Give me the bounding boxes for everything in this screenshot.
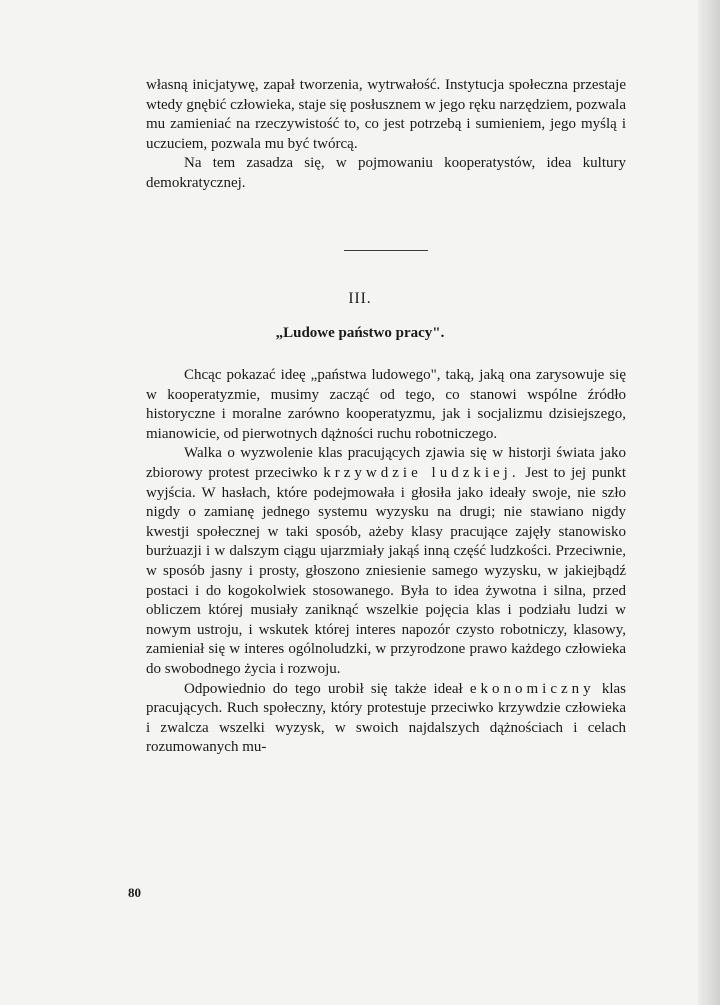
section-number: III.: [348, 290, 372, 307]
body-text: [146, 366, 626, 758]
section-divider: [344, 250, 428, 251]
intro-paragraph-2: Na tem zasadza się, w pojmowaniu kooperatystów, idea kultury demokratycznej.: [146, 155, 626, 191]
body-paragraph-2: [146, 444, 626, 679]
intro-text: [146, 76, 626, 194]
paragraph-3-rest: klas pracujących. Ruch społeczny, który protestuje przeciwko krzywdzie człowieka i zwalcza wszelki wyzysk, w swoich najdalszych dążnościach i celach rozumowanych mu-: [146, 680, 626, 756]
spaced-emphasis: krzywdzie ludzkiej.: [323, 464, 520, 481]
paragraph-2-rest: Jest to jej punkt wyjścia. W hasłach, które podejmowała i głosiła jako ideały swoje, nie szło nigdy o zamianę jednego systemu wyzysku na drugi; nie stawiano nigdy kwestji społecznej w taki sposób, ażeby klasy pracujące zajęły stanowisko burżuazji i w dalszym ciągu ujarzmiały jakąś inną część ludzkości. Przeciwnie, w sposób jasny i prosty, głoszono zniesienie samego wyzysku, w jakiejbądź postaci i do kogokolwiek stosowanego. Była to idea żywotna i silna, przed obliczem której musiały zaniknąć wszelkie pojęcia klas i podziału ludzi w nowym ustroju, i wskutek której interes napozór czysto robotniczy, klasowy, zamieniał się w interes ogólnoludzki, w przyrodzone prawo każdego człowieka do swobodnego życia i rozwoju.: [146, 464, 627, 677]
intro-paragraph-1: własną inicjatywę, zapał tworzenia, wytrwałość. Instytucja społeczna przestaje wtedy gnębić człowieka, staje się posłusznem w jego ręku narzędziem, pozwala mu zamieniać na rzeczywistość to, co jest potrzebą i sumieniem, jego myślą i uczuciem, pozwala mu być twórcą.: [146, 77, 626, 152]
spaced-emphasis-2: ekonomiczny: [469, 680, 595, 697]
page-number: 80: [128, 885, 141, 900]
paragraph-3-start: Odpowiednio do tego urobił się także ideał: [184, 680, 463, 697]
body-paragraph-3: [146, 680, 626, 758]
section-title: „Ludowe państwo pracy".: [275, 325, 445, 341]
body-paragraph-1: Chcąc pokazać ideę „państwa ludowego", taką, jaką ona zarysowuje się w kooperatyzmie, musimy zacząć od tego, co stanowi wspólne źródło historyczne i moralne zarówno kooperatyzmu, jak i socjalizmu dzisiejszego, mianowicie, od pierwotnych dążności ruchu robotniczego.: [146, 367, 626, 442]
page-edge-shadow: [698, 0, 720, 1005]
paragraph-2-start: Walka o wyzwolenie klas pracujących zjawia się w historji świata jako zbiorowy protest przeciwko: [146, 445, 626, 481]
